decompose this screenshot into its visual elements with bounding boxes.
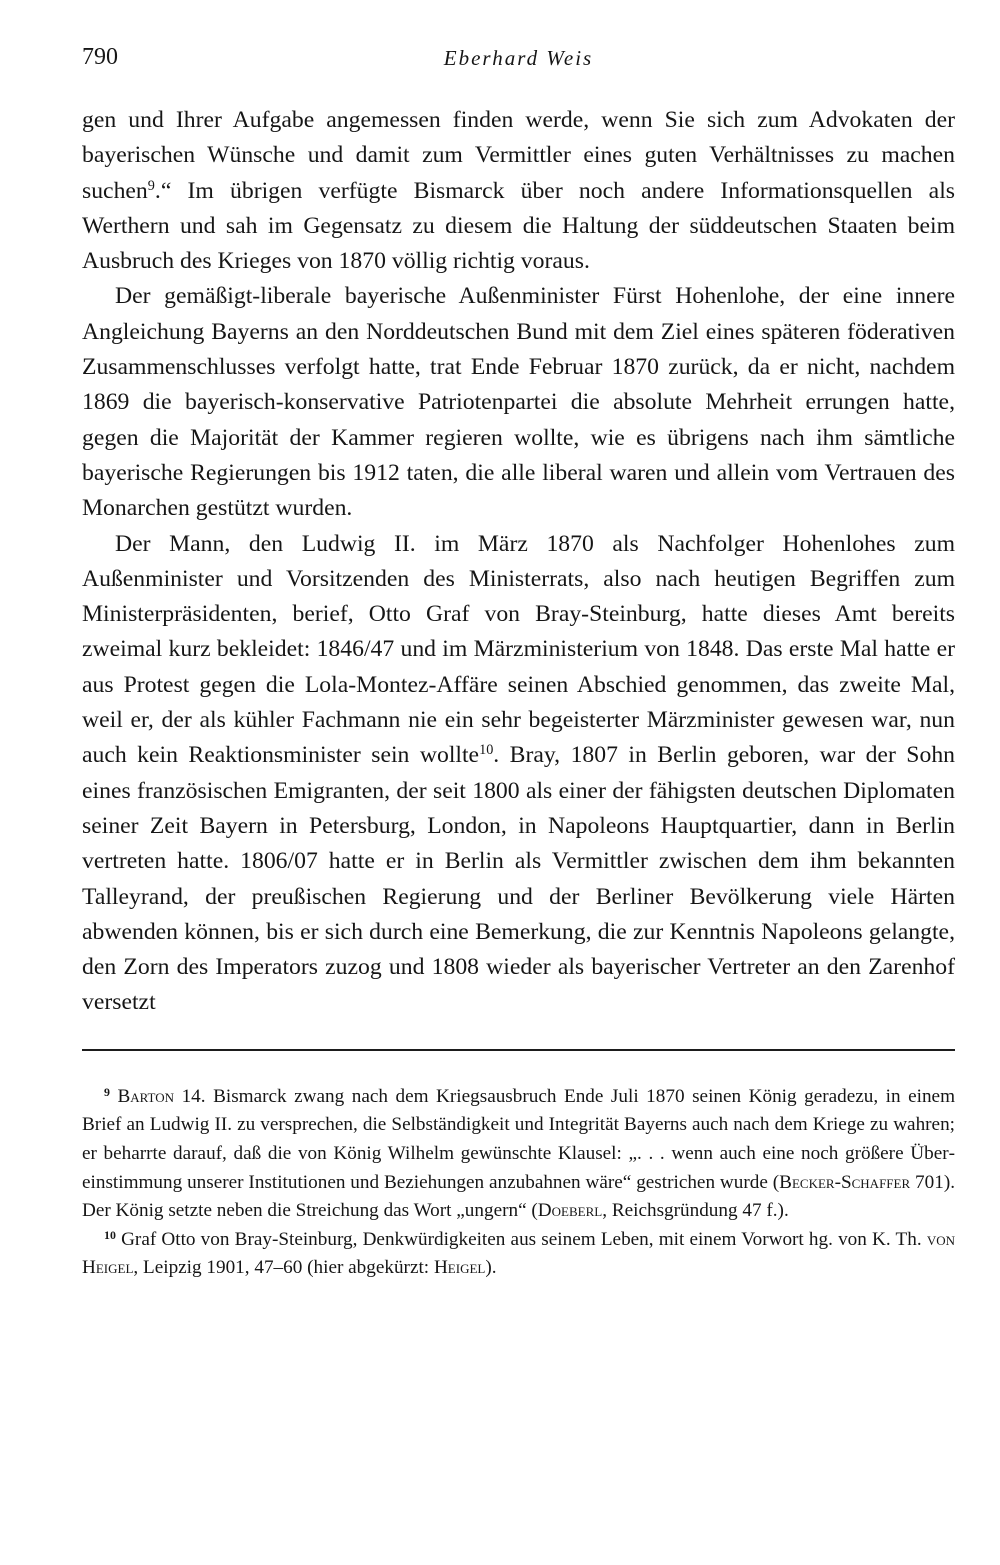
paragraph-2: Der gemäßigt-liberale bayerische Außenminister Fürst Hohenlohe, der eine innere Angleichung Bayerns an den Norddeutschen Bund mit dem Ziel eines späteren föderativen Zusammenschlusses verfolgt hatte, trat Ende Februar 1870 zurück, da er nicht, nachdem 1869 die bayerisch-konservative Patriotenpartei die absolute Mehrheit errungen hatte, gegen die Majorität der Kammer regieren wollte, wie es übrigens nach ihm sämtliche bayerische Regierungen bis 1912 taten, die alle liberal waren und allein vom Vertrauen des Monarchen gestützt wurden. (82, 283, 955, 522)
page-header (82, 40, 955, 80)
footnote-9 (82, 1083, 955, 1226)
footnote-10-author-von-heigel: von Heigel (82, 1228, 955, 1279)
footnote-divider (82, 1049, 955, 1051)
paragraph-3 (82, 527, 955, 1021)
paragraph-3-text-b: . Bray, 1807 in Berlin geboren, war der Sohn eines französischen Emigranten, der seit 1800 als einer der fähigsten deutschen Diplomaten seiner Zeit Bayern in Petersburg, London, in Napoleons Hauptquartier, dann in Berlin vertreten hatte. 1806/07 hatte er in Berlin als Vermittler zwischen dem ihm bekannten Talleyrand, der preußischen Regierung und der Berliner Bevölkerung viele Härten abwenden können, bis er sich durch eine Bemerkung, die zur Kenntnis Napoleons gelangte, den Zorn des Imperators zuzog und 1808 wieder als bayerischer Vertreter an den Zarenhof versetzt (82, 742, 956, 1016)
footnote-9-text-2: 701). Der König setzte neben die Streichung das Wort „ungern“ ( (82, 1171, 956, 1222)
book-page (82, 40, 955, 1283)
paragraph-1 (82, 103, 955, 279)
footnotes (82, 1083, 955, 1283)
running-head: Eberhard Weis (443, 46, 594, 70)
footnote-10-text-2: , Leipzig 1901, 47–60 (hier abgekürzt: (133, 1257, 434, 1279)
footnote-10 (82, 1226, 955, 1283)
footnote-9-author-doeberl: Doeberl (537, 1200, 603, 1222)
footnote-ref-10[interactable]: 10 (479, 742, 494, 759)
footnote-10-author-heigel: Heigel (433, 1257, 486, 1279)
footnote-10-text-3: ). (485, 1257, 497, 1279)
body-text (82, 103, 955, 1021)
footnote-10-marker: 10 (104, 1227, 116, 1242)
footnote-10-text-1: Graf Otto von Bray-Steinburg, Denkwürdigkeiten aus seinem Leben, mit einem Vorwort hg. von K. Th. (115, 1228, 927, 1250)
page-number: 790 (82, 44, 118, 70)
footnote-9-text-1: 14. Bismarck zwang nach dem Kriegsausbruch Ende Juli 1870 seinen König geradezu, in einem Brief an Ludwig II. zu versprechen, die Selbständigkeit und Integrität Bayerns auch nach dem Kriege zu wahren; er beharrte darauf, daß die von König Wilhelm gewünschte Klausel: „. . . wenn auch eine noch größere Übereinstimmung unserer Institutionen und Beziehungen anzubahnen wäre“ gestrichen wurde ( (82, 1085, 956, 1193)
paragraph-3-text-a: Der Mann, den Ludwig II. im März 1870 als Nachfolger Hohenlohes zum Außenminister und Vorsitzenden des Ministerrats, also nach heutigen Begriffen zum Ministerpräsidenten, berief, Otto Graf von Bray-Steinburg, hatte dieses Amt bereits zweimal kurz bekleidet: 1846/47 und im Märzministerium von 1848. Das erste Mal hatte er aus Protest gegen die Lola-Montez-Affäre seinen Abschied genommen, das zweite Mal, weil er, der als kühler Fachmann nie ein sehr begeisterter Märzminister gewesen war, nun auch kein Reaktionsminister sein wollte (82, 530, 955, 769)
footnote-9-text-3: , Reichsgründung 47 f.). (602, 1200, 789, 1222)
footnote-ref-9[interactable]: 9 (147, 177, 155, 194)
footnote-9-author-barton: Barton (117, 1085, 175, 1107)
footnote-9-marker: 9 (104, 1084, 110, 1099)
footnote-9-author-becker-schaffer: Becker-Schaffer (779, 1171, 911, 1193)
paragraph-1-text-a: gen und Ihrer Aufgabe angemessen finden werde, wenn Sie sich zum Advokaten der bayerischen Wünsche und damit zum Vermittler eines guten Verhältnisses zu machen suchen (82, 107, 955, 204)
paragraph-1-text-b: .“ Im übrigen verfügte Bismarck über noch andere Informationsquellen als Werthern und sah im Gegensatz zu diesem die Haltung der süddeutschen Staaten beim Ausbruch des Krieges von 1870 völlig richtig voraus. (82, 177, 955, 275)
